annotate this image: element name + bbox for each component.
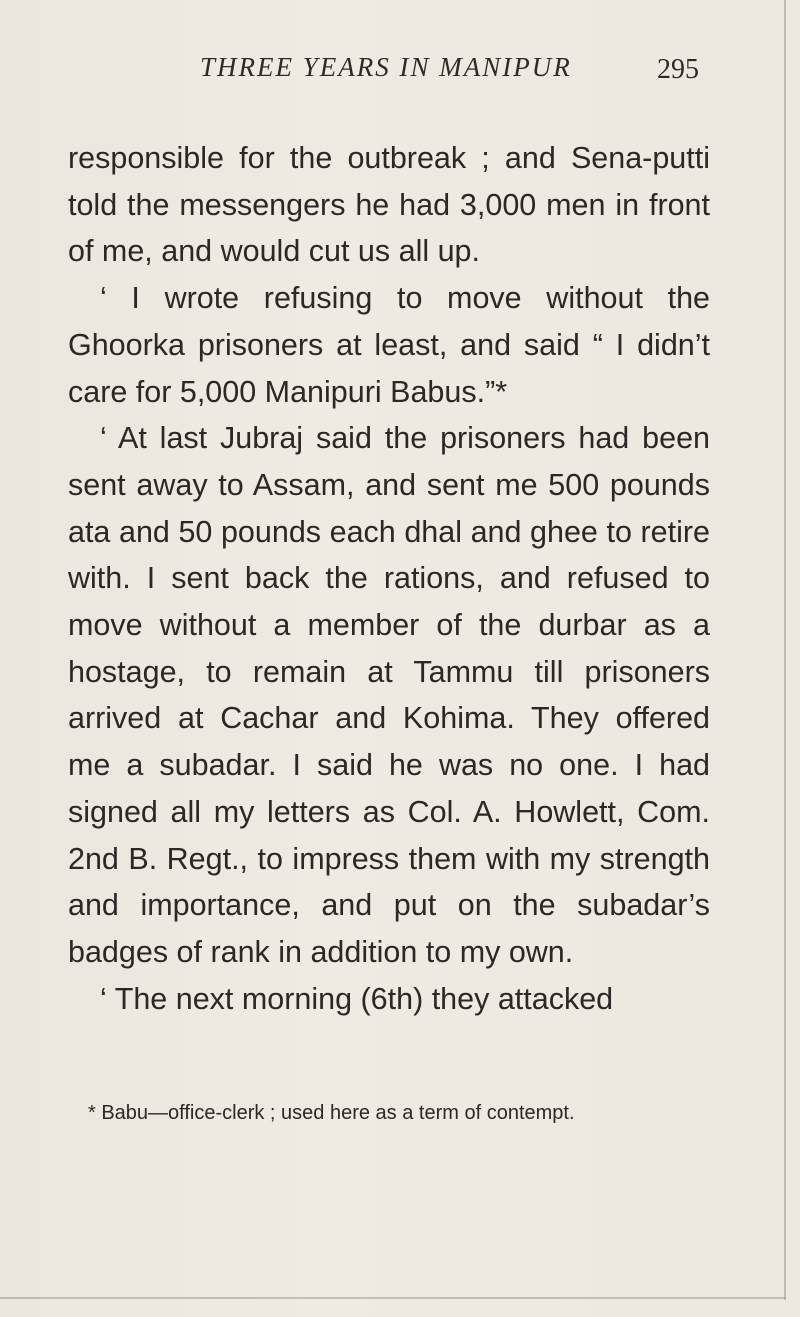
running-title: THREE YEARS IN MANIPUR	[200, 52, 572, 82]
body-text	[68, 135, 710, 1022]
footnote: * Babu—office-clerk ; used here as a term of contempt.	[88, 1102, 575, 1124]
paragraph-3: ‘ At last Jubraj said the prisoners had been sent away to Assam, and sent me 500 pounds ata and 50 pounds each dhal and ghee to retire with. I sent back the rations, and refused to move without a member of the durbar as a hostage, to remain at Tammu till prisoners arrived at Cachar and Kohima. They offered me a subadar. I said he was no one. I had signed all my letters as Col. A. Howlett, Com. 2nd B. Regt., to impress them with my strength and importance, and put on the subadar’s badges of rank in addition to my own.	[68, 421, 710, 969]
running-head	[0, 52, 800, 92]
page-edge-right	[784, 0, 786, 1300]
paragraph-4: ‘ The next morning (6th) they attacked	[100, 981, 614, 1016]
paragraph-1: responsible for the outbreak ; and Sena-putti told the messengers he had 3,000 men in front of me, and would cut us all up.	[68, 141, 710, 269]
paragraph-2: ‘ I wrote refusing to move without the Ghoorka prisoners at least, and said “ I didn’t care for 5,000 Manipuri Babus.”*	[68, 281, 710, 409]
page-number: 295	[657, 54, 699, 85]
page-edge-bottom	[0, 1297, 786, 1299]
